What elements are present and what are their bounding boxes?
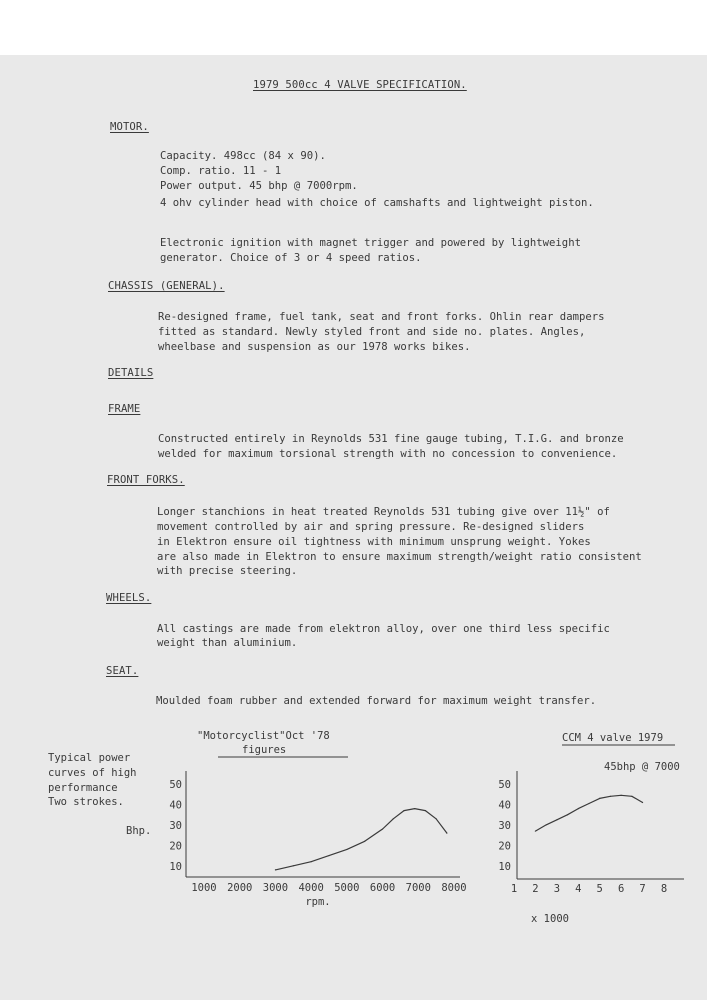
motor-ignition-line: Electronic ignition with magnet trigger and powered by lightweight bbox=[160, 237, 581, 249]
power-curve-point bbox=[346, 849, 347, 850]
power-curve-point bbox=[425, 810, 426, 811]
power-curve-point bbox=[631, 796, 632, 797]
power-annotation: 45bhp @ 7000 bbox=[604, 761, 680, 773]
power-curve-point bbox=[275, 869, 276, 870]
power-curve-point bbox=[414, 808, 415, 809]
y-tick-label: 40 bbox=[498, 799, 511, 812]
y-tick-label: 30 bbox=[169, 819, 182, 832]
document-title: 1979 500cc 4 VALVE SPECIFICATION. bbox=[253, 79, 467, 91]
power-curve-point bbox=[364, 841, 365, 842]
y-tick-label: 20 bbox=[498, 840, 511, 853]
power-curve-point bbox=[556, 819, 557, 820]
power-curve-line bbox=[275, 809, 447, 870]
power-curve-point bbox=[446, 833, 447, 834]
chart-title: CCM 4 valve 1979 bbox=[562, 732, 664, 744]
power-curve-point bbox=[621, 795, 622, 796]
power-curve-point bbox=[535, 830, 536, 831]
chassis-heading: CHASSIS (GENERAL). bbox=[108, 280, 225, 292]
x-tick-label: 7 bbox=[639, 883, 646, 895]
motor-line: Capacity. 498cc (84 x 90). bbox=[160, 150, 326, 162]
x-tick-label: 6000 bbox=[369, 882, 396, 894]
x-axis-multiplier-label: x 1000 bbox=[531, 913, 569, 925]
power-curve-line bbox=[535, 795, 642, 831]
power-curve-point bbox=[567, 814, 568, 815]
x-tick-label: 1 bbox=[510, 883, 518, 895]
frame-line: Constructed entirely in Reynolds 531 fine gauge tubing, T.I.G. and bronze bbox=[158, 433, 624, 445]
side-label-line: performance bbox=[48, 782, 118, 794]
seat-line: Moulded foam rubber and extended forward for maximum weight transfer. bbox=[156, 695, 597, 707]
power-curve-point bbox=[311, 861, 312, 862]
chassis-line: fitted as standard. Newly styled front and side no. plates. Angles, bbox=[158, 326, 586, 338]
x-tick-label: 5 bbox=[596, 883, 603, 895]
motor-line: 4 ohv cylinder head with choice of camshafts and lightweight piston. bbox=[160, 197, 594, 209]
motor-heading: MOTOR. bbox=[110, 121, 149, 133]
motor-ignition-line: generator. Choice of 3 or 4 speed ratios. bbox=[160, 252, 422, 264]
side-label-line: curves of high bbox=[48, 767, 137, 779]
wheels-heading: WHEELS. bbox=[106, 592, 152, 604]
front-forks-line: Longer stanchions in heat treated Reynolds 531 tubing give over 11½" of bbox=[157, 506, 610, 518]
details-heading: DETAILS bbox=[108, 367, 154, 379]
x-tick-label: 5000 bbox=[334, 882, 360, 894]
y-tick-label: 30 bbox=[498, 819, 511, 832]
chart-subtitle: figures bbox=[242, 744, 287, 756]
frame-heading: FRAME bbox=[108, 403, 141, 415]
chart-ccm bbox=[498, 732, 684, 925]
seat-heading: SEAT. bbox=[106, 665, 139, 677]
power-curve-point bbox=[610, 796, 611, 797]
front-forks-line: are also made in Elektron to ensure maximum strength/weight ratio consistent bbox=[157, 551, 642, 563]
chassis-line: Re-designed frame, fuel tank, seat and front forks. Ohlin rear dampers bbox=[158, 311, 605, 323]
x-tick-label: 3 bbox=[553, 883, 561, 895]
y-tick-label: 50 bbox=[169, 779, 182, 792]
chassis-line: wheelbase and suspension as our 1978 works bikes. bbox=[158, 341, 471, 353]
y-tick-label: 10 bbox=[498, 860, 511, 873]
power-curve-point bbox=[578, 808, 579, 809]
power-curve-point bbox=[403, 810, 404, 811]
x-tick-label: 8000 bbox=[441, 882, 467, 894]
power-curve-point bbox=[546, 824, 547, 825]
chart-motorcyclist bbox=[169, 730, 466, 908]
wheels-line: weight than aluminium. bbox=[157, 637, 298, 649]
front-forks-line: movement controlled by air and spring pressure. Re-designed sliders bbox=[157, 521, 585, 533]
chart-title: "Motorcyclist"Oct '78 bbox=[197, 730, 330, 742]
front-forks-line: with precise steering. bbox=[157, 565, 298, 577]
y-tick-label: 10 bbox=[169, 860, 182, 873]
front-forks-line: in Elektron ensure oil tightness with minimum unsprung weight. Yokes bbox=[157, 536, 591, 548]
x-tick-label: 6 bbox=[617, 883, 625, 895]
power-curve-point bbox=[436, 818, 437, 819]
y-tick-label: 50 bbox=[498, 779, 511, 792]
x-tick-label: 3000 bbox=[262, 882, 289, 894]
frame-line: welded for maximum torsional strength with no concession to convenience. bbox=[158, 448, 618, 460]
power-curve-point bbox=[642, 802, 643, 803]
power-curve-point bbox=[599, 798, 600, 799]
power-curve-point bbox=[393, 818, 394, 819]
motor-line: Comp. ratio. 11 - 1 bbox=[160, 165, 282, 177]
bhp-axis-label: Bhp. bbox=[126, 825, 152, 837]
x-tick-label: 8 bbox=[660, 883, 668, 895]
power-curve-point bbox=[293, 865, 294, 866]
x-tick-label: 2000 bbox=[227, 882, 253, 894]
y-tick-label: 20 bbox=[169, 840, 182, 853]
power-curve-point bbox=[328, 855, 329, 856]
x-tick-label: 2 bbox=[532, 883, 539, 895]
x-axis-label: rpm. bbox=[305, 896, 331, 908]
power-curve-point bbox=[382, 828, 383, 829]
y-tick-label: 40 bbox=[169, 799, 182, 812]
x-tick-label: 4 bbox=[575, 883, 582, 895]
motor-line: Power output. 45 bhp @ 7000rpm. bbox=[160, 180, 358, 192]
x-tick-label: 7000 bbox=[405, 882, 431, 894]
side-label-line: Two strokes. bbox=[48, 796, 124, 808]
side-label-line: Typical power bbox=[48, 752, 131, 764]
x-tick-label: 4000 bbox=[298, 882, 324, 894]
x-tick-label: 1000 bbox=[191, 882, 217, 894]
power-curve-point bbox=[588, 803, 589, 804]
wheels-line: All castings are made from elektron alloy, over one third less specific bbox=[157, 623, 610, 635]
front-forks-heading: FRONT FORKS. bbox=[107, 474, 185, 486]
